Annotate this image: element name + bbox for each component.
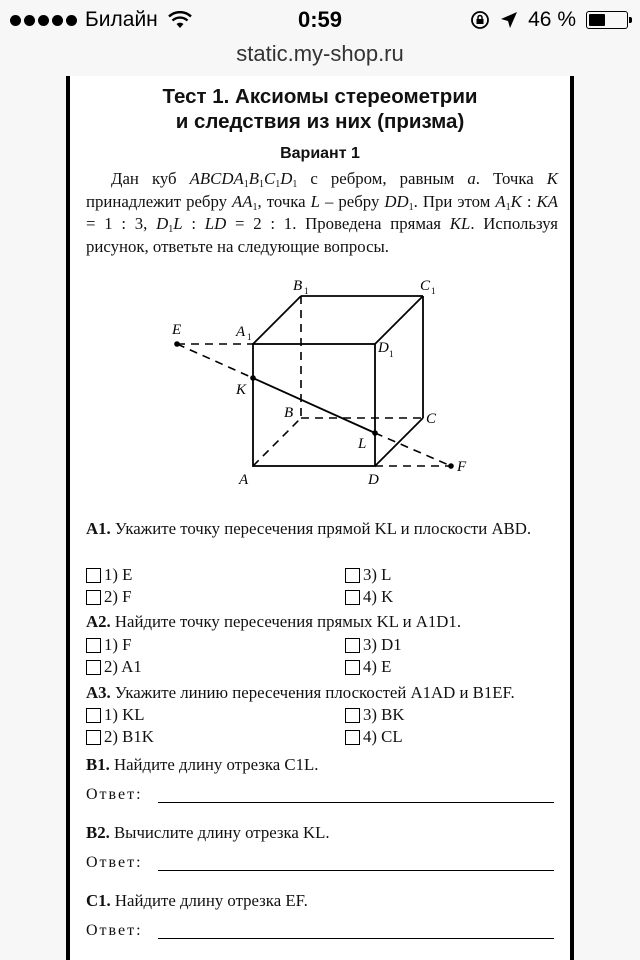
label-k: K bbox=[236, 382, 247, 398]
option-a2-1[interactable]: 1) F bbox=[86, 635, 132, 655]
page-title bbox=[0, 84, 640, 134]
option-a1-2[interactable]: 2) F bbox=[86, 587, 132, 607]
checkbox[interactable] bbox=[345, 708, 360, 723]
option-a1-4[interactable]: 4) K bbox=[345, 587, 393, 607]
checkbox[interactable] bbox=[86, 568, 101, 583]
label-a: A bbox=[239, 472, 249, 488]
option-a2-3[interactable]: 3) D1 bbox=[345, 635, 402, 655]
checkbox[interactable] bbox=[345, 730, 360, 745]
line-kl bbox=[253, 378, 375, 433]
option-a2-4[interactable]: 4) E bbox=[345, 657, 391, 677]
label-d1: D bbox=[378, 340, 389, 356]
question-c1: C1. Найдите длину отрезка EF. bbox=[86, 891, 308, 910]
problem-statement: Дан куб $ABCDA_1B_1C_1D_1$ с ребром, равным a. Точка K принадлежит ребру $AA_1$, точка L – ребру $DD_1$. При этом $A_1K$ : KA = 1 : 3, $D_1L$ : LD = 2 : 1. Проведена прямая KL. Используя рисунок, ответьте на следующие вопросы. bbox=[86, 169, 558, 256]
checkbox[interactable] bbox=[345, 590, 360, 605]
cube-figure bbox=[160, 270, 480, 500]
question-b1: B1. Найдите длину отрезка C1L. bbox=[86, 755, 319, 774]
checkbox[interactable] bbox=[86, 638, 101, 653]
answer-field-b1[interactable] bbox=[158, 802, 554, 803]
answer-label-b1: Ответ: bbox=[86, 786, 143, 803]
point-e bbox=[174, 341, 180, 347]
question-a1: A1. Укажите точку пересечения прямой KL и плоскости ABD. bbox=[86, 519, 532, 538]
answer-label-b2: Ответ: bbox=[86, 854, 143, 871]
svg-text:1: 1 bbox=[247, 332, 252, 342]
label-b1: B bbox=[293, 278, 303, 294]
answer-field-b2[interactable] bbox=[158, 870, 554, 871]
point-k bbox=[250, 375, 256, 381]
checkbox[interactable] bbox=[86, 660, 101, 675]
label-f: F bbox=[457, 459, 467, 475]
label-d: D bbox=[368, 472, 379, 488]
checkbox[interactable] bbox=[86, 590, 101, 605]
title-line-1: Тест 1. Аксиомы стереометрии bbox=[162, 85, 478, 108]
variant-heading: Вариант 1 bbox=[280, 145, 360, 162]
checkbox[interactable] bbox=[345, 660, 360, 675]
option-a3-4[interactable]: 4) CL bbox=[345, 727, 403, 747]
svg-text:1: 1 bbox=[304, 286, 309, 296]
checkbox[interactable] bbox=[345, 638, 360, 653]
carrier-name: Билайн bbox=[85, 8, 158, 31]
point-l bbox=[372, 430, 378, 436]
answer-label-c1: Ответ: bbox=[86, 922, 143, 939]
checkbox[interactable] bbox=[86, 730, 101, 745]
label-c: C bbox=[426, 411, 437, 427]
question-b2: B2. Вычислите длину отрезка KL. bbox=[86, 823, 330, 842]
label-c1: C bbox=[420, 278, 431, 294]
option-a1-3[interactable]: 3) L bbox=[345, 565, 391, 585]
option-a2-2[interactable]: 2) A1 bbox=[86, 657, 142, 677]
svg-text:1: 1 bbox=[431, 286, 436, 296]
title-line-2: и следствия из них (призма) bbox=[175, 110, 465, 133]
label-l: L bbox=[358, 436, 367, 452]
label-b: B bbox=[284, 405, 294, 421]
option-a3-1[interactable]: 1) KL bbox=[86, 705, 145, 725]
question-a2: A2. Найдите точку пересечения прямых KL и A1D1. bbox=[86, 612, 462, 631]
option-a1-1[interactable]: 1) E bbox=[86, 565, 132, 585]
checkbox[interactable] bbox=[86, 708, 101, 723]
answer-field-c1[interactable] bbox=[158, 938, 554, 939]
label-e: E bbox=[172, 322, 182, 338]
option-a3-2[interactable]: 2) B1K bbox=[86, 727, 154, 747]
line-e-k bbox=[177, 344, 253, 378]
url-text[interactable]: static.my-shop.ru bbox=[236, 41, 404, 66]
question-a3: A3. Укажите линию пересечения плоскостей A1AD и B1EF. bbox=[86, 683, 515, 702]
point-f bbox=[448, 463, 454, 469]
option-a3-3[interactable]: 3) BK bbox=[345, 705, 405, 725]
svg-text:1: 1 bbox=[389, 349, 394, 359]
battery-percent: 46 % bbox=[528, 8, 576, 31]
label-a1: A bbox=[236, 324, 246, 340]
line-l-f bbox=[375, 433, 451, 466]
clock: 0:59 bbox=[297, 7, 343, 32]
checkbox[interactable] bbox=[345, 568, 360, 583]
